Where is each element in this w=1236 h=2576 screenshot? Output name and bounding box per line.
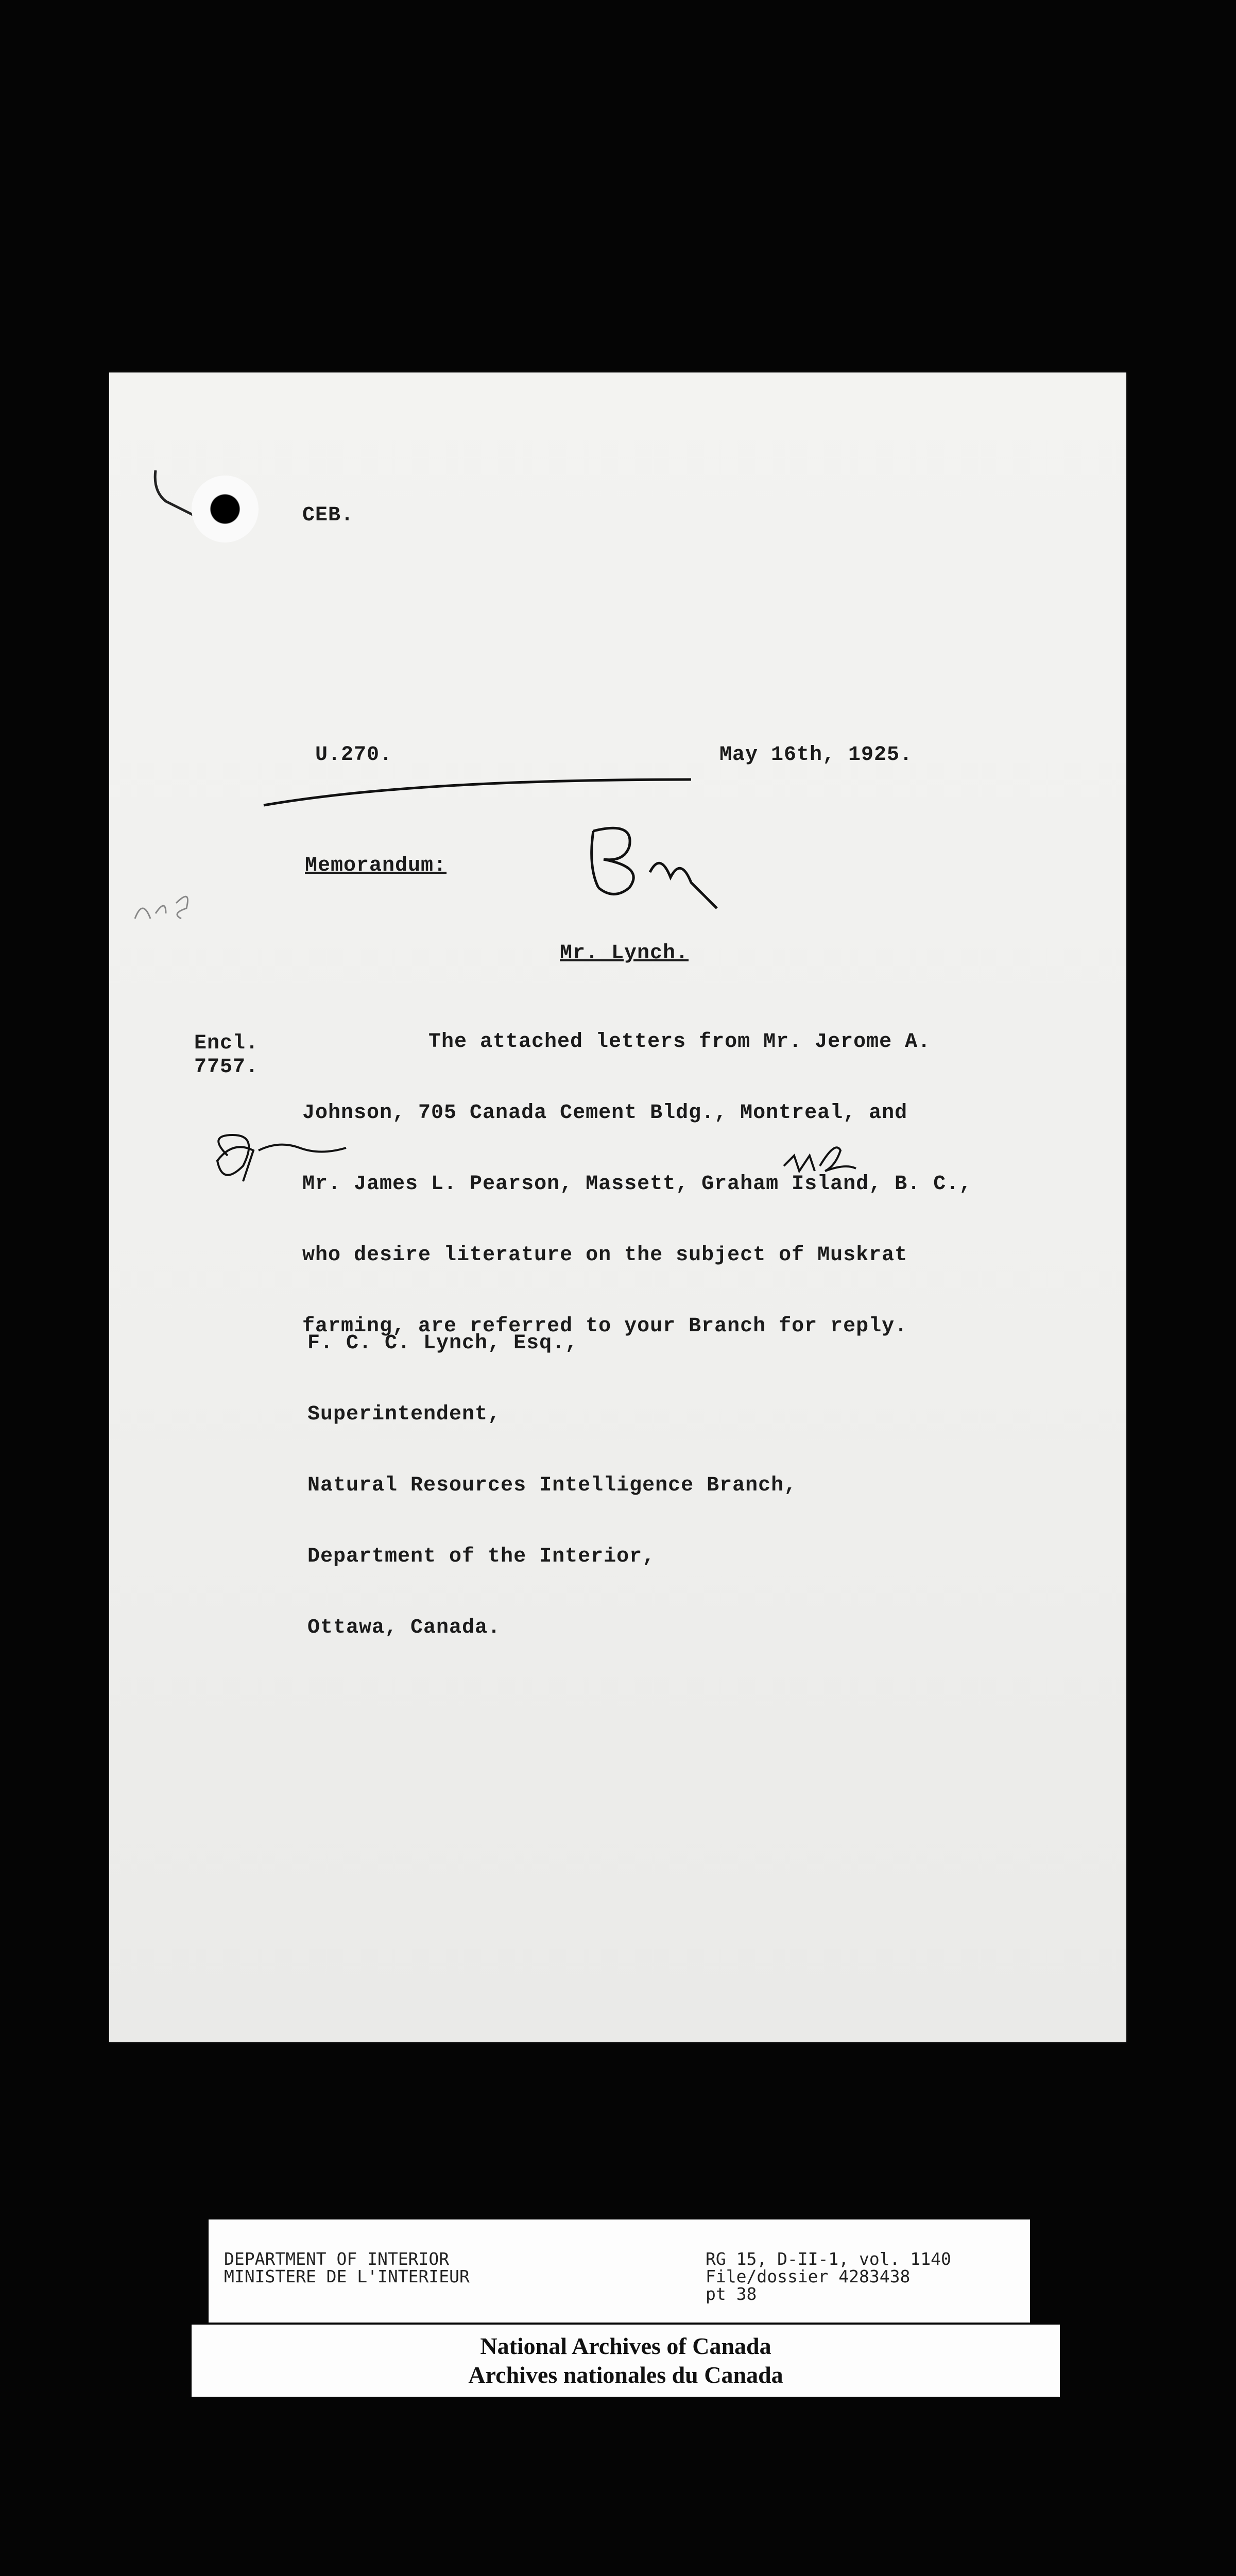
archives-banner [192,2325,1060,2397]
handwritten-mark-left [197,1120,362,1192]
archives-name-en: National Archives of Canada [480,2333,771,2359]
file-number: U.270. [315,743,393,767]
memo-heading: Memorandum: [305,854,447,877]
corner-mark: CEB. [302,504,354,527]
recipient-address: F. C. C. Lynch, Esq., Superintendent, Natural Resources Intelligence Branch, Department of the Interior, Ottawa, Canada. [307,1332,797,1639]
archive-reference-label [209,2219,1030,2323]
department-label: DEPARTMENT OF INTERIOR MINISTERE DE L'INTERIEUR [224,2249,470,2286]
memo-body: The attached letters from Mr. Jerome A. Johnson, 705 Canada Cement Bldg., Montreal, and Mr. James L. Pearson, Massett, Graham Island, B. C., who desire literature on the subject of Muskrat farming, are referred to your Branch for reply. [302,1030,972,1338]
pen-stroke [259,769,701,816]
punch-hole [192,476,259,543]
handwritten-side-initials [130,883,233,929]
enclosure-note: Encl. 7757. [194,1032,259,1079]
memo-date: May 16th, 1925. [719,743,913,767]
handwritten-mark-right [779,1135,871,1187]
document-page [109,372,1126,2042]
file-reference: RG 15, D-II-1, vol. 1140 File/dossier 4283438 pt 38 [706,2249,951,2304]
addressee-line: Mr. Lynch. [560,942,689,965]
archives-name-fr: Archives nationales du Canada [468,2362,783,2388]
handwritten-initials-big [573,810,727,913]
